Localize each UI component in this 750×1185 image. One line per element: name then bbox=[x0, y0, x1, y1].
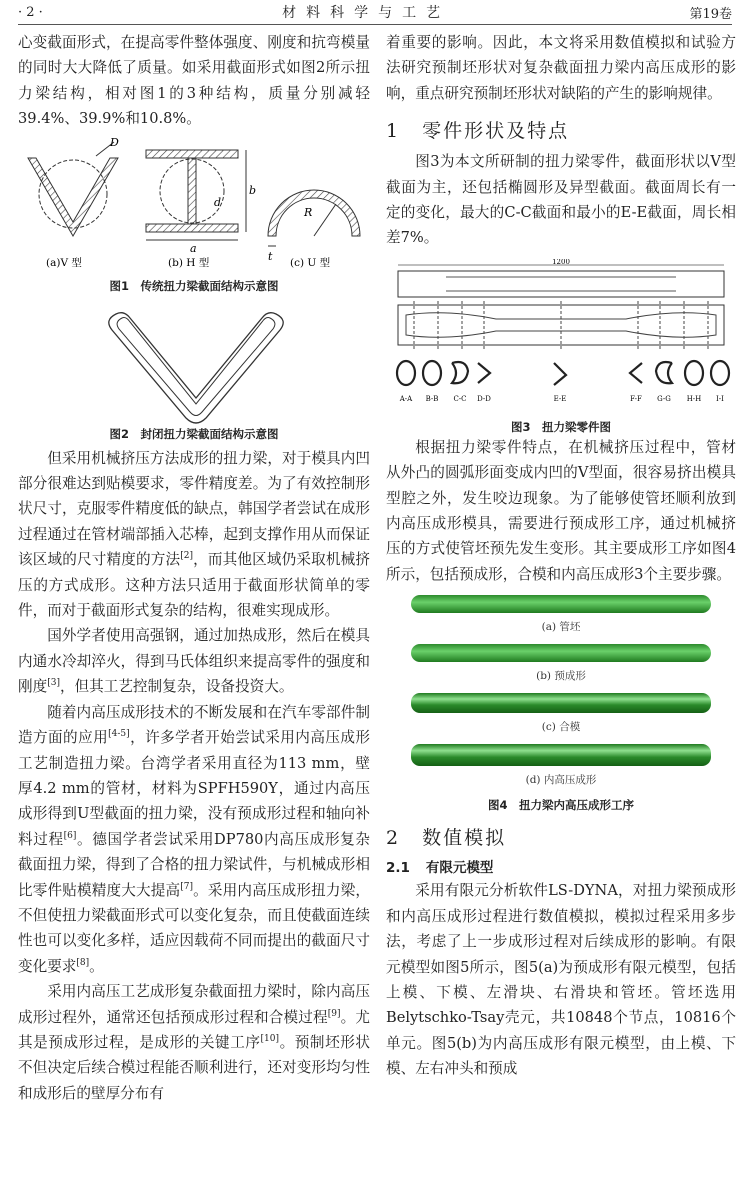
section-label-aa: A-A bbox=[399, 394, 413, 403]
paragraph-hydroforming-history: 随着内高压成形技术的不断发展和在汽车零部件制造方面的应用[4-5]，许多学者开始尝试采用内高压成形工艺制造扭力梁。台湾学者采用直径为113 mm，壁厚4.2 mm的管材，材料为SPFH590Y，通过内高压成形得到U型截面的扭力梁，没有预成形过程和轴向补料过程[6]。德国学者尝试采用DP780内高压成形复杂截面扭力梁，得到了合格的扭力梁试件，与机械成形相比零件贴模精度大大提高[7]。采用内高压成形扭力梁，不但使扭力梁截面形式可以变化复杂，而且使截面连续性也可以变化多样，适应因载荷不同而提出的截面尺寸变化要求[8]。 bbox=[18, 703, 370, 975]
fig4-sub-d: (d) 内高压成形 bbox=[525, 774, 597, 787]
section-label-ff: F-F bbox=[630, 394, 642, 403]
fig4-sub-c: (c) 合模 bbox=[541, 721, 581, 734]
figure-2 bbox=[18, 300, 370, 430]
paragraph-part-shape: 图3为本文所研制的扭力梁零件，截面形状以V型截面为主，还包括椭圆形及异型截面。截面周长有一定的变化，最大的C-C截面和最小的E-E截面，周长相差7%。 bbox=[386, 153, 736, 247]
section-label-bb: B-B bbox=[425, 394, 439, 403]
section-2-1-heading: 2.1 有限元模型 bbox=[386, 860, 494, 877]
paragraph-research-aim: 着重要的影响。因此，本文将采用数值模拟和试验方法研究预制坯形状对复杂截面扭力梁内高压成形的影响，重点研究预制坯形状对缺陷的产生的影响规律。 bbox=[386, 34, 736, 102]
die-closing-image bbox=[411, 693, 711, 713]
fig4-sub-b: (b) 预成形 bbox=[536, 670, 586, 683]
dimension-1200: 1200 bbox=[552, 258, 570, 266]
section-label-ii: I-I bbox=[716, 394, 724, 403]
fig1-sub-c: (c) U 型 bbox=[290, 256, 331, 269]
label-t: t bbox=[268, 249, 273, 263]
label-a: a bbox=[190, 241, 197, 255]
label-d: d bbox=[214, 195, 222, 209]
figure-3-drawing bbox=[386, 259, 736, 409]
section-1-heading: 1 零件形状及特点 bbox=[386, 120, 570, 143]
section-2-heading: 2 数值模拟 bbox=[386, 827, 507, 850]
figure-4 bbox=[386, 595, 736, 787]
section-label-ee: E-E bbox=[553, 394, 567, 403]
figure-3 bbox=[386, 259, 736, 409]
label-R: R bbox=[304, 205, 313, 219]
figure-4-caption: 图4 扭力梁内高压成形工序 bbox=[487, 798, 634, 813]
hydroformed-part-image bbox=[411, 744, 711, 766]
figure-3-caption: 图3 扭力梁零件图 bbox=[510, 419, 611, 434]
section-label-cc: C-C bbox=[453, 394, 467, 403]
label-D: D bbox=[110, 135, 119, 149]
fig1-sub-b: (b) H 型 bbox=[168, 256, 210, 269]
figure-1-caption: 图1 传统扭力梁截面结构示意图 bbox=[109, 278, 279, 293]
page-header bbox=[18, 0, 732, 25]
fig1-sub-a: (a)V 型 bbox=[46, 256, 82, 269]
paragraph-preforming: 采用内高压工艺成形复杂截面扭力梁时，除内高压成形过程外，通常还包括预成形过程和合模过程[9]。尤其是预成形过程，是成形的关键工序[10]。预制坯形状不但决定后续合模过程能否顺利进行，还对变形均匀性和成形后的壁厚分布有 bbox=[18, 983, 370, 1102]
paragraph-intro-continued: 心变截面形式，在提高零件整体强度、刚度和抗弯模量的同时大大降低了质量。如采用截面形式如图2所示扭力梁结构，相对图1的3种结构，质量分别减轻39.4%、39.9%和10.8%。 bbox=[18, 34, 370, 128]
preform-image bbox=[411, 644, 711, 662]
tube-blank-image bbox=[411, 595, 711, 613]
page-number: · 2 · bbox=[18, 4, 43, 20]
left-column bbox=[18, 30, 370, 1106]
paragraph-hot-forming: 国外学者使用高强钢，通过加热成形，然后在模具内通水冷却淬火，得到马氏体组织来提高零件的强度和刚度[3]，但其工艺控制复杂，设备投资大。 bbox=[18, 627, 370, 696]
volume-label: 第19卷 bbox=[689, 6, 732, 22]
journal-name: 材料科学与工艺 bbox=[282, 5, 451, 21]
v-section-sketch bbox=[28, 142, 118, 236]
paragraph-forming-steps: 根据扭力梁零件特点，在机械挤压过程中，管材从外凸的圆弧形面变成内凹的V型面，很容易挤出模具型腔之外，发生咬边现象。为了能够使管坯顺利放到内高压成形模具，需要进行预成形工序，通过机械挤压的方式使管坯预先发生变形。其主要成形工序如图4所示，包括预成形，合模和内高压成形3个主要步骤。 bbox=[386, 438, 736, 583]
h-section-sketch bbox=[146, 150, 246, 240]
figure-1 bbox=[18, 136, 370, 286]
paragraph-mechanical-extrusion: 但采用机械挤压方法成形的扭力梁，对于模具内凹部分很难达到贴模要求，零件精度差。为了有效控制形状尺寸，克服零件精度低的缺点，韩国学者尝试在成形过程通过在管材端部插入芯棒，起到支撑作用从而保证该区域的尺寸精度的方法[2]，而其他区域仍采取机械挤压的方式成形。这种方法只适用于截面形状简单的零件，而对于截面形式复杂的结构，很难实现成形。 bbox=[18, 449, 370, 620]
figure-1-drawing bbox=[18, 136, 370, 286]
section-label-hh: H-H bbox=[686, 394, 702, 403]
section-label-gg: G-G bbox=[657, 394, 671, 403]
figure-2-drawing bbox=[18, 300, 370, 430]
right-column bbox=[386, 30, 736, 1082]
paragraph-fem-model: 采用有限元分析软件LS-DYNA，对扭力梁预成形和内高压成形过程进行数值模拟，模拟过程采用多步法，考虑了上一步成形过程对后续成形的影响。有限元模型如图5所示，图5(a)为预成形有限元模型，包括上模、下模、左滑块、右滑块和管坯。管坯选用Belytschko-Tsay壳元，共10848个节点，10816个单元。图5(b)为内高压成形有限元模型，由上模、下模、左右冲头和预成 bbox=[386, 882, 736, 1078]
u-section-sketch bbox=[268, 190, 360, 246]
figure-2-caption: 图2 封闭扭力梁截面结构示意图 bbox=[109, 426, 279, 441]
label-b: b bbox=[249, 183, 257, 197]
section-label-dd: D-D bbox=[477, 394, 491, 403]
fig4-sub-a: (a) 管坯 bbox=[541, 621, 581, 634]
